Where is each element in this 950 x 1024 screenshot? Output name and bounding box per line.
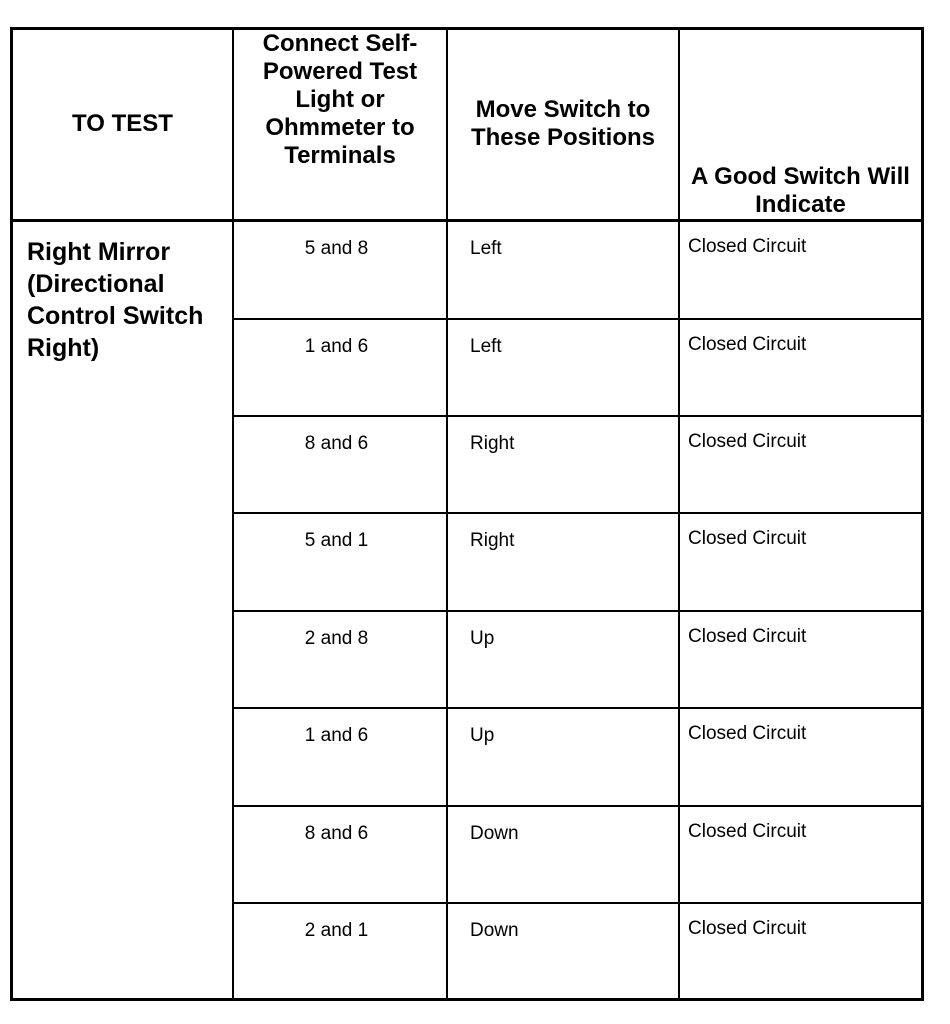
position-cell: Left <box>447 220 679 319</box>
terminals-cell: 1 and 6 <box>233 708 447 805</box>
header-good-switch: A Good Switch Will Indicate <box>679 30 921 220</box>
table-header-row <box>13 30 921 220</box>
switch-test-table <box>13 30 921 998</box>
indication-cell: Closed Circuit <box>688 917 807 939</box>
indication-cell: Closed Circuit <box>679 319 921 416</box>
position-cell: Up <box>447 611 679 708</box>
switch-test-chart <box>10 27 924 1001</box>
position-cell: Right <box>447 513 679 610</box>
terminals-cell: 1 and 6 <box>233 319 447 416</box>
indication-cell: Closed Circuit <box>679 220 921 319</box>
header-connect-terminals: Connect Self-Powered Test Light or Ohmmeter to Terminals <box>233 30 447 220</box>
indication-cell: Closed Circuit <box>679 708 921 805</box>
terminals-cell: 5 and 1 <box>233 513 447 610</box>
indication-cell: Closed Circuit <box>679 611 921 708</box>
terminals-cell: 2 and 8 <box>233 611 447 708</box>
position-cell: Down <box>447 806 679 903</box>
indication-cell: Closed Circuit <box>679 416 921 513</box>
terminals-cell: 8 and 6 <box>233 806 447 903</box>
header-move-switch: Move Switch to These Positions <box>447 30 679 220</box>
indication-cell: Closed Circuit <box>679 806 921 903</box>
terminals-cell: 2 and 1 <box>233 903 447 998</box>
position-cell: Left <box>447 319 679 416</box>
indication-cell: Closed Circuit <box>679 513 921 610</box>
test-item: Right Mirror (Directional Control Switch Right) <box>13 220 233 998</box>
header-to-test: TO TEST <box>13 30 233 220</box>
position-cell: Right <box>447 416 679 513</box>
position-cell: Up <box>447 708 679 805</box>
table-row <box>13 220 921 319</box>
terminals-cell: 8 and 6 <box>233 416 447 513</box>
position-cell: Down <box>447 903 679 998</box>
terminals-cell: 5 and 8 <box>233 220 447 319</box>
